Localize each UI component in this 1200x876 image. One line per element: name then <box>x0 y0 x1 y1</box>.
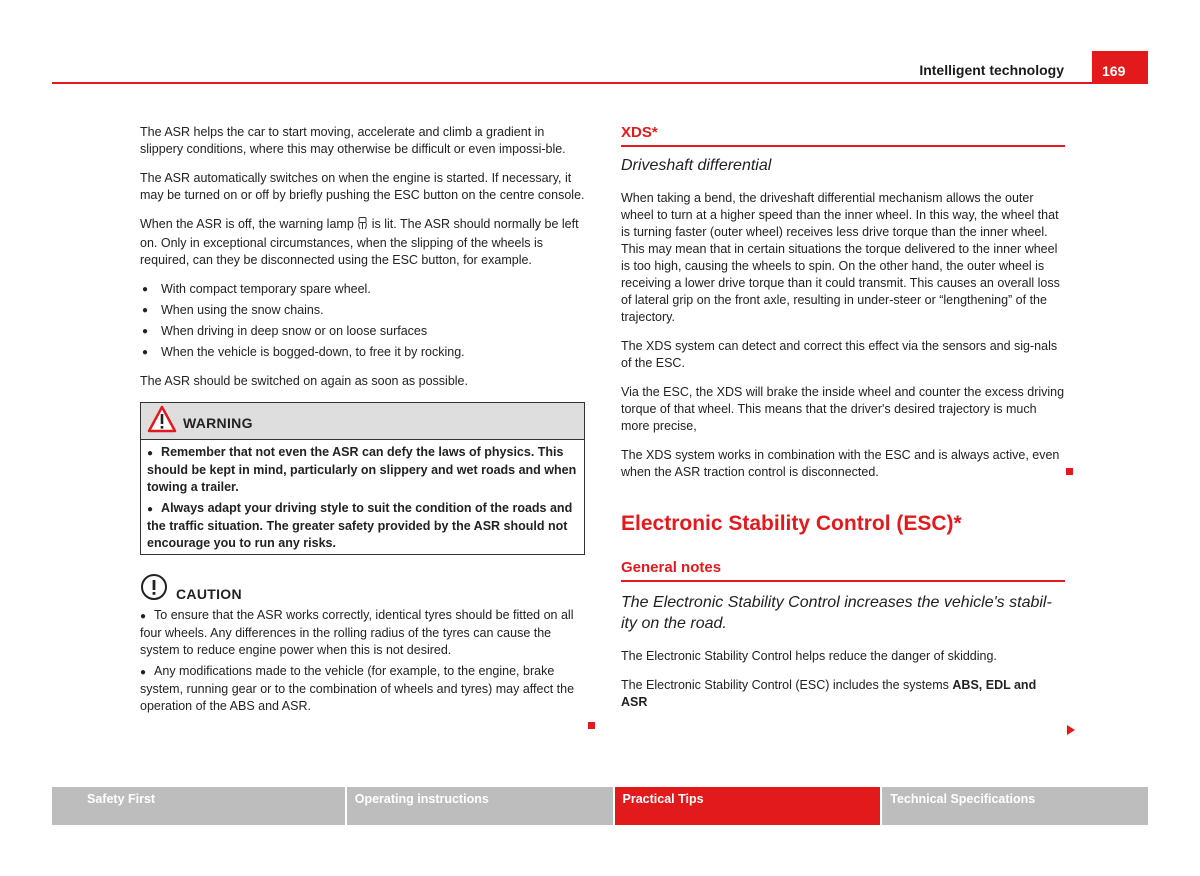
page-number: 169 <box>1092 51 1148 84</box>
esc-heading: Electronic Stability Control (ESC)* <box>621 512 962 535</box>
list-item: ● When using the snow chains. <box>140 302 585 319</box>
text: The Electronic Stability Control (ESC) includes the systems <box>621 678 949 692</box>
end-of-section-marker <box>1066 468 1073 475</box>
paragraph: The ASR should be switched on again as soon as possible. <box>140 374 468 388</box>
warning-item-text: Remember that not even the ASR can defy the laws of physics. This should be kept in mind, particularly on slippery and wet roads and when towing a trailer. <box>147 445 577 494</box>
list-item: ● When the vehicle is bogged-down, to free it by rocking. <box>140 344 585 361</box>
warning-item: ● Always adapt your driving style to suit the condition of the roads and the traffic situation. The greater safety provided by the ASR should not encourage you to run any risks. <box>147 501 573 550</box>
paragraph: The XDS system works in combination with the ESC and is always active, even when the ASR traction control is disconnected. <box>621 448 1060 479</box>
tab-technical-specifications[interactable]: Technical Specifications <box>882 787 1148 825</box>
paragraph <box>140 216 585 269</box>
paragraph: When taking a bend, the driveshaft differential mechanism allows the outer wheel to turn at a higher speed than the inner wheel. In this way, the wheel that is turning faster (outer wheel) receives less drive torque than the inner wheel. This may mean that in certain situations the torque delivered to the inner wheel is too high, causing the wheels to spin. On the other hand, the outer wheel is receiving a lower drive torque than it could transmit. This causes an overall loss of lateral grip on the front axle, resulting in under-steer or “lengthening” of the trajectory. <box>621 191 1060 324</box>
footer-nav <box>52 787 1148 825</box>
caution-section <box>140 575 585 715</box>
text: is lit. The ASR should normally be left on. Only in exceptional circumstances, when the slipping of the wheels is required, can they be disconnected using the ESC button, for example. <box>140 217 579 267</box>
caution-item: ● To ensure that the ASR works correctly, identical tyres should be fitted on all four wheels. Any differences in the rolling radius of the tyres can cause the system to reduce engine power when this is not desired. <box>140 608 574 657</box>
tab-operating-instructions[interactable]: Operating instructions <box>347 787 613 825</box>
general-notes-heading: General notes <box>621 559 1065 582</box>
paragraph: The Electronic Stability Control helps reduce the danger of skidding. <box>621 649 997 663</box>
bullet-list <box>140 281 585 361</box>
continue-arrow-icon <box>1067 725 1075 735</box>
tab-practical-tips[interactable]: Practical Tips <box>615 787 881 825</box>
xds-subtitle: Driveshaft differential <box>621 157 772 174</box>
warning-item: ● Remember that not even the ASR can defy the laws of physics. This should be kept in mind, particularly on slippery and wet roads and when towing a trailer. <box>147 445 577 494</box>
warning-body <box>141 440 584 552</box>
warning-triangle-icon <box>147 405 177 438</box>
text: When the ASR is off, the warning lamp <box>140 217 354 231</box>
esc-lead: The Electronic Stability Control increases the vehicle's stabil-ity on the road. <box>621 594 1052 632</box>
end-of-section-marker <box>588 722 595 729</box>
caution-header <box>140 575 585 603</box>
paragraph: Via the ESC, the XDS will brake the inside wheel and counter the excess driving torque of that wheel. This means that the driver's desired trajectory is much more precise, <box>621 385 1065 433</box>
warning-header <box>141 403 584 440</box>
asr-warning-lamp-icon <box>357 217 368 235</box>
header-rule <box>52 82 1148 84</box>
caution-item-text: To ensure that the ASR works correctly, identical tyres should be fitted on all four wheels. Any differences in the rolling radius of the tyres can cause the system to reduce engine power when this is not desired. <box>140 608 574 657</box>
caution-title: CAUTION <box>176 585 242 602</box>
caution-item: ● Any modifications made to the vehicle (for example, to the engine, brake system, running gear or to the combination of wheels and tyres) may affect the operation of the ABS and ASR. <box>140 664 575 713</box>
warning-title: WARNING <box>183 414 253 431</box>
paragraph <box>621 677 1065 711</box>
warning-item-text: Always adapt your driving style to suit the condition of the roads and the traffic situation. The greater safety provided by the ASR should not encourage you to run any risks. <box>147 501 573 550</box>
header-title: Intelligent technology <box>919 62 1064 78</box>
caution-exclamation-icon <box>140 573 168 606</box>
caution-item-text: Any modifications made to the vehicle (for example, to the engine, brake system, running gear or to the combination of wheels and tyres) may affect the operation of the ABS and ASR. <box>140 664 575 713</box>
list-item: ● When driving in deep snow or on loose surfaces <box>140 323 585 340</box>
paragraph: The ASR automatically switches on when the engine is started. If necessary, it may be turned on or off by briefly pushing the ESC button on the centre console. <box>140 171 585 202</box>
list-item: ● With compact temporary spare wheel. <box>140 281 585 298</box>
paragraph: The ASR helps the car to start moving, accelerate and climb a gradient in slippery conditions, where this may otherwise be difficult or even impossi-ble. <box>140 125 566 156</box>
left-column <box>140 124 585 719</box>
xds-heading: XDS* <box>621 124 1065 147</box>
tab-safety-first[interactable]: Safety First <box>52 787 345 825</box>
bold-text: ABS, EDL and ASR <box>621 678 1037 709</box>
warning-box <box>140 402 585 555</box>
paragraph: The XDS system can detect and correct this effect via the sensors and sig-nals of the ESC. <box>621 339 1058 370</box>
right-column <box>621 124 1065 723</box>
